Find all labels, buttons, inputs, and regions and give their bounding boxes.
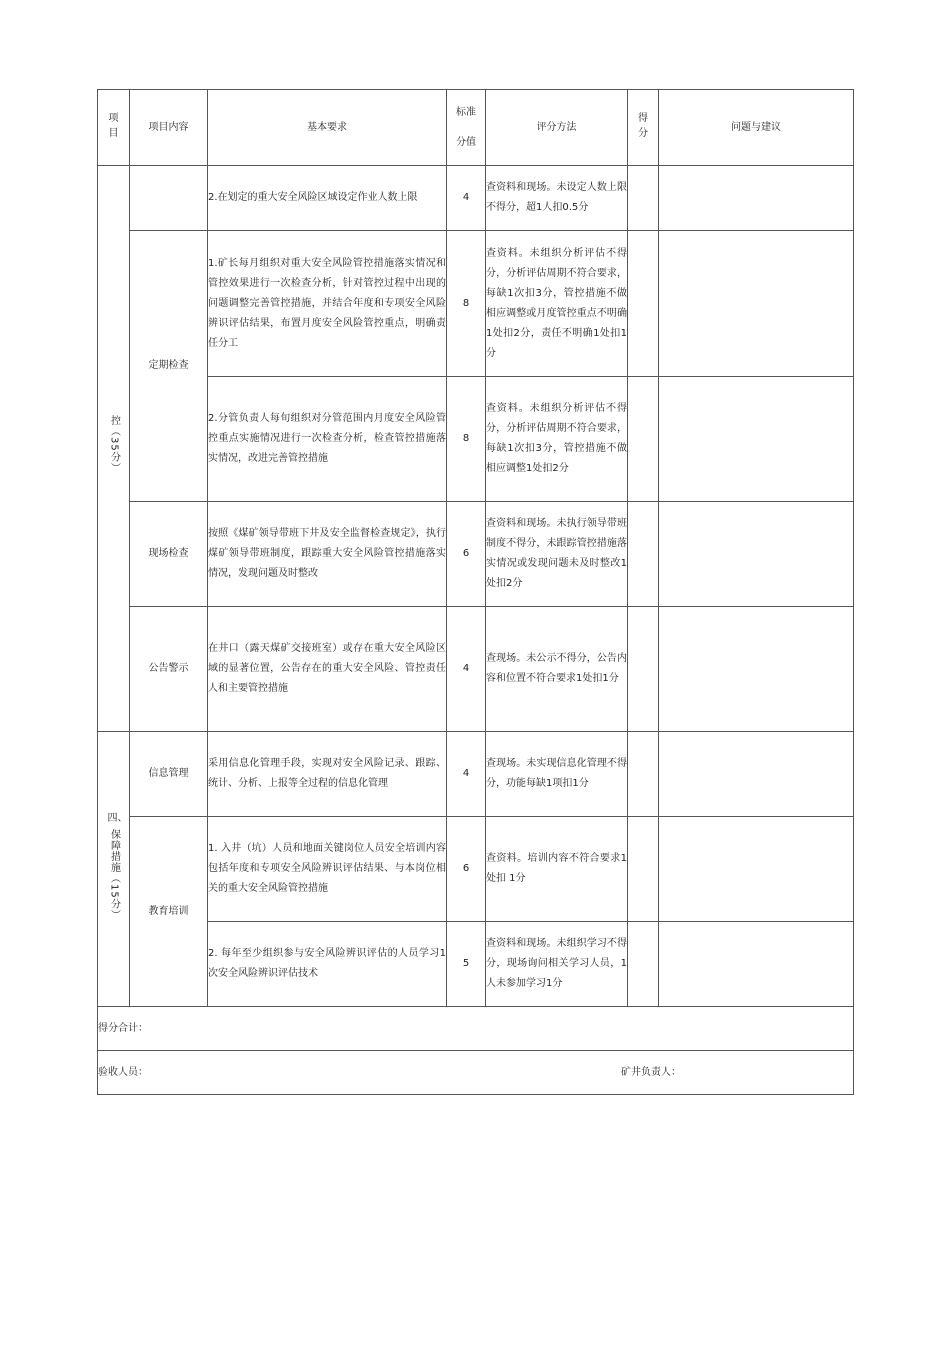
- row-method: 查资料和现场。未设定人数上限不得分，超1人扣0.5分: [486, 166, 628, 231]
- section-guarantee-prefix: 四、: [107, 813, 128, 825]
- row-issues-cell[interactable]: [659, 817, 854, 922]
- table-row: [98, 231, 854, 377]
- row-std-score: 5: [447, 922, 486, 1007]
- table-row: [98, 166, 854, 231]
- signature-cell: [98, 1051, 854, 1095]
- row-requirement: 2.分管负责人每旬组织对分管范围内月度安全风险管控重点实施情况进行一次检查分析，检查管控措施落实情况，改进完善管控措施: [208, 377, 447, 502]
- row-score-cell[interactable]: [628, 732, 659, 817]
- row-method: 查资料。未组织分析评估不得分，分析评估周期不符合要求，每缺1次扣3分，管控措施不做相应调整或月度管控重点不明确1处扣2分，责任不明确1处扣1分: [486, 231, 628, 377]
- row-requirement: 1. 入井（坑）人员和地面关键岗位人员安全培训内容包括年度和专项安全风险辨识评估结果、与本岗位相关的重大安全风险管控措施: [208, 817, 447, 922]
- section-control: [98, 166, 130, 732]
- table-row: [98, 922, 854, 1007]
- header-requirement: 基本要求: [208, 90, 447, 166]
- total-score-label: 得分合计：: [98, 1007, 854, 1051]
- header-item-label: 项目: [108, 113, 119, 139]
- total-row: [98, 1007, 854, 1051]
- row-std-score: 4: [447, 607, 486, 732]
- row-issues-cell[interactable]: [659, 607, 854, 732]
- row-score-cell[interactable]: [628, 817, 659, 922]
- row-method: 查现场。未公示不得分，公告内容和位置不符合要求1处扣1分: [486, 607, 628, 732]
- row-std-score: 8: [447, 377, 486, 502]
- row-content: 教育培训: [130, 817, 208, 1007]
- row-std-score: 4: [447, 732, 486, 817]
- acceptor-label: 验收人员：: [98, 1066, 148, 1078]
- row-requirement: 在井口（露天煤矿交接班室）或存在重大安全风险区域的显著位置，公告存在的重大安全风险、管控责任人和主要管控措施: [208, 607, 447, 732]
- row-std-score: 4: [447, 166, 486, 231]
- row-score-cell[interactable]: [628, 166, 659, 231]
- row-std-score: 6: [447, 502, 486, 607]
- row-issues-cell[interactable]: [659, 502, 854, 607]
- evaluation-table: [97, 89, 854, 1095]
- row-requirement: 2. 每年至少组织参与安全风险辨识评估的人员学习1次安全风险辨识评估技术: [208, 922, 447, 1007]
- table-row: [98, 502, 854, 607]
- row-content: 公告警示: [130, 607, 208, 732]
- section-control-label: 控（35分）: [108, 415, 120, 474]
- signature-row: [98, 1051, 854, 1095]
- row-method: 查现场。未实现信息化管理不得分，功能每缺1项扣1分: [486, 732, 628, 817]
- row-issues-cell[interactable]: [659, 377, 854, 502]
- row-method: 查资料。未组织分析评估不得分，分析评估周期不符合要求，每缺1次扣3分，管控措施不做相应调整1处扣2分: [486, 377, 628, 502]
- row-content: [130, 166, 208, 231]
- row-score-cell[interactable]: [628, 607, 659, 732]
- row-issues-cell[interactable]: [659, 166, 854, 231]
- header-score-label: 得分: [638, 113, 648, 139]
- row-method: 查资料。培训内容不符合要求1处扣 1分: [486, 817, 628, 922]
- row-requirement: 按照《煤矿领导带班下井及安全监督检查规定》，执行煤矿领导带班制度，跟踪重大安全风险管控措施落实情况，发现问题及时整改: [208, 502, 447, 607]
- row-method: 查资料和现场。未执行领导带班制度不得分，未跟踪管控措施落实情况或发现问题未及时整改1处扣2分: [486, 502, 628, 607]
- header-std-score: [447, 90, 486, 166]
- table-row: [98, 817, 854, 922]
- row-score-cell[interactable]: [628, 377, 659, 502]
- row-std-score: 6: [447, 817, 486, 922]
- header-std-score-line2: 分值: [456, 136, 476, 148]
- row-std-score: 8: [447, 231, 486, 377]
- table-row: [98, 377, 854, 502]
- header-item: [98, 90, 130, 166]
- row-method: 查资料和现场。未组织学习不得分，现场询问相关学习人员，1人未参加学习1分: [486, 922, 628, 1007]
- row-content: 定期检查: [130, 231, 208, 502]
- header-std-score-line1: 标准: [456, 106, 476, 118]
- row-requirement: 1.矿长每月组织对重大安全风险管控措施落实情况和管控效果进行一次检查分析，针对管控过程中出现的问题调整完善管控措施，并结合年度和专项安全风险辨识评估结果，布置月度安全风险管控重点，明确责任分工: [208, 231, 447, 377]
- section-guarantee: [98, 732, 130, 1007]
- row-issues-cell[interactable]: [659, 922, 854, 1007]
- header-content: 项目内容: [130, 90, 208, 166]
- header-method: 评分方法: [486, 90, 628, 166]
- header-row: [98, 90, 854, 166]
- row-score-cell[interactable]: [628, 922, 659, 1007]
- mine-head-label: 矿井负责人：: [621, 1066, 681, 1078]
- row-score-cell[interactable]: [628, 231, 659, 377]
- header-score: [628, 90, 659, 166]
- section-guarantee-label: 保障措施（15分）: [108, 829, 120, 921]
- row-issues-cell[interactable]: [659, 231, 854, 377]
- table-row: [98, 732, 854, 817]
- row-requirement: 采用信息化管理手段，实现对安全风险记录、跟踪、统计、分析、上报等全过程的信息化管理: [208, 732, 447, 817]
- table-row: [98, 607, 854, 732]
- row-score-cell[interactable]: [628, 502, 659, 607]
- row-issues-cell[interactable]: [659, 732, 854, 817]
- row-requirement: 2.在划定的重大安全风险区域设定作业人数上限: [208, 166, 447, 231]
- header-issues: 问题与建议: [659, 90, 854, 166]
- row-content: 现场检查: [130, 502, 208, 607]
- row-content: 信息管理: [130, 732, 208, 817]
